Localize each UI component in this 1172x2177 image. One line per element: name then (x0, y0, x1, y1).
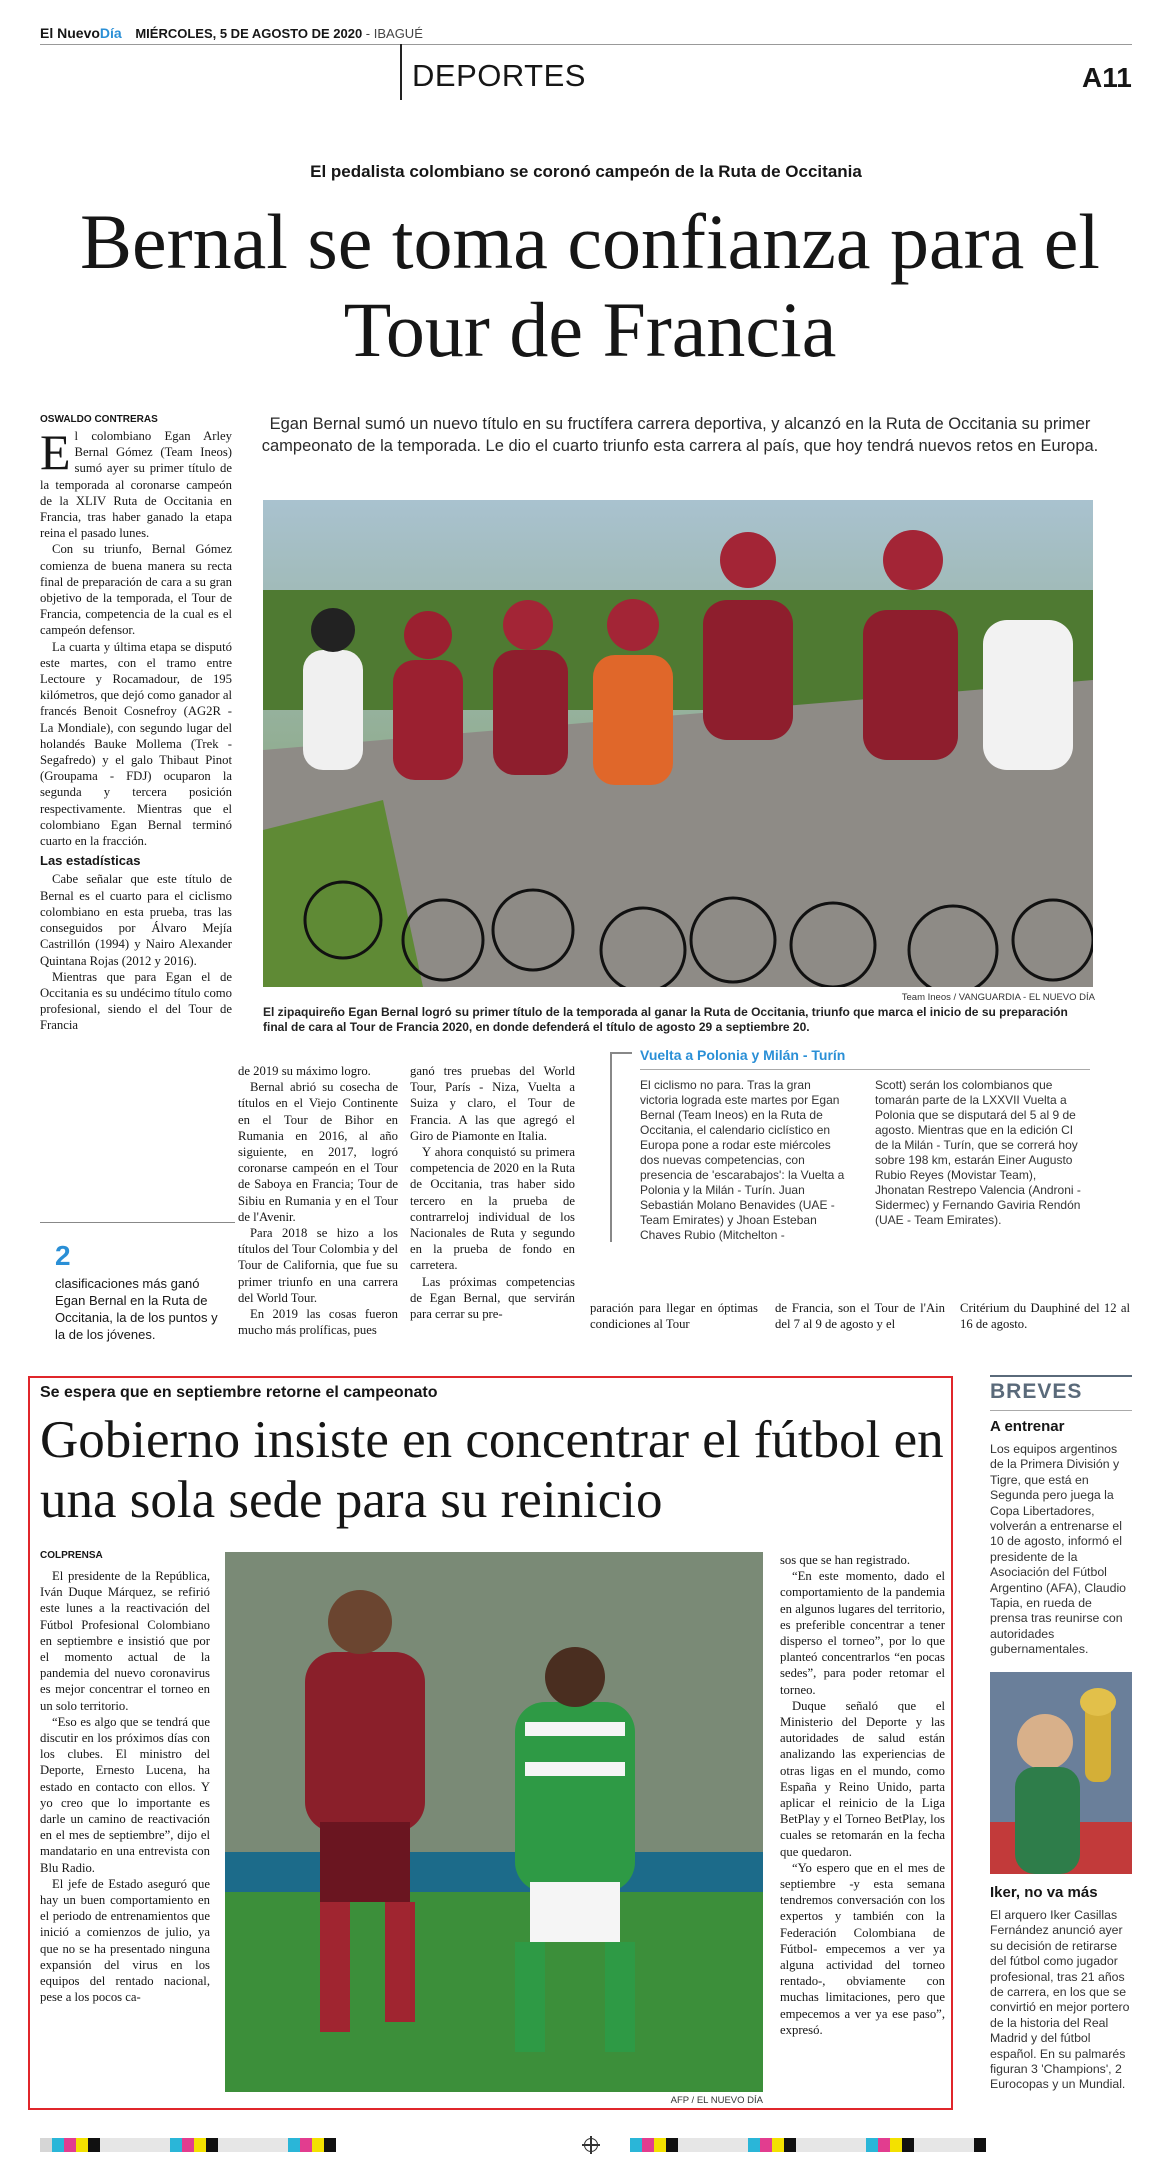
main-column-1: E l colombiano Egan Arley Bernal Gómez (Team Ineos) sumó ayer su primer título de la temporada al coronarse campeón de la XLIV Ruta de Occitania en Francia, tras haber ganado la etapa reina el pasado lunes. Con su triunfo, Bernal Gómez comienza de buena manera su recta final de preparación de cara a su gran objetivo de la temporada, el Tour de Francia, competencia de la cual es el campeón defensor. La cuarta y última etapa se disputó este martes, con el tramo entre Lectoure y Rocamadour, de 195 kilómetros, que dejó como ganador al francés Benoit Cosnefroy (AG2R - La Mondiale), con segundo lugar del holandés Bauke Mollema (Trek - Segafredo) y el galo Thibaut Pinot (Groupama - FDJ) ocuparon la segunda y tercera posición respectivamente. Mientras que el colombiano Egan Bernal terminó cuarto en la fracción. Las estadísticas Cabe señalar que este título de Bernal es el cuarto para el ciclismo colombiano en esta prueba, tras las conseguidos por Álvaro Mejía Castrillón (1994) y Nairo Alexander Quintana Rojas (2012 y 2016). Mientras que para Egan el de Occitania es su undécimo título como profesional, siendo el del Tour de Francia (40, 424, 232, 1033)
breves-rule (990, 1410, 1132, 1411)
football-column-2: sos que se han registrado. “En este momento, dado el comportamiento de la pandemia en algunos lugares del territorio, es preferible concentrar a tener disperso el torneo”, por lo que planteó concentrarlos “en pocas sedes”, para poder retomar el torneo. Duque señaló que el Ministerio del Deporte y las autoridades de salud están analizando las experiencias de otras ligas en el mundo, como España y Reino Unido, parta aplicar el reinicio de la Liga BetPlay y el Torneo BetPlay, los cuales se retomarán en la fecha que quedaron. “Yo espero que en el mes de septiembre -y esta semana tendremos conversación con los expertos y también con la Federación Colombiana de Fútbol- empecemos a ver ya alguna actividad del torneo rentado-, obviamente con muchas limitaciones, pero que empecemos a ver ya ese paso”, expresó. (780, 1553, 945, 2037)
dropcap: E (40, 424, 71, 480)
section-divider (400, 44, 402, 100)
section-title: DEPORTES (412, 58, 586, 93)
casillas-photo (990, 1672, 1132, 1874)
breves-item1-text: Los equipos argentinos de la Primera División y Tigre, que está en Segunda pero juega la Copa Libertadores, volverán a entrenarse el 10 de agosto, informó el presidente de la Asociación del Fútbol Argentino (AFA), Claudio Tapia, en rueda de prensa tras reunirse con autoridades gubernamentales. (990, 1442, 1127, 1657)
main-kicker: El pedalista colombiano se coronó campeón de la Ruta de Occitania (310, 162, 862, 181)
photo-credit: Team Ineos / VANGUARDIA - EL NUEVO DÍA (901, 992, 1095, 1003)
main-byline: OSWALDO CONTRERAS (40, 414, 158, 425)
fact-number: 2 (55, 1240, 71, 1271)
header-rule (40, 44, 1132, 45)
main-column-6: Critérium du Dauphiné del 12 al 16 de agosto. (960, 1301, 1130, 1332)
page-number: A11 (1082, 62, 1132, 93)
photo-caption: El zipaquireño Egan Bernal logró su primer título de la temporada al ganar la Ruta de Occitania, triunfo que marca el inicio de su preparación final de cara al Tour de Francia 2020, en donde defenderá el título de agosto 29 a septiembre 20. (263, 1005, 1068, 1034)
main-headline: Bernal se toma confianza para el Tour de Francia (80, 198, 1100, 373)
box-title-rule (640, 1069, 1090, 1070)
breves-item1-title: A entrenar (990, 1418, 1065, 1435)
edition-date: MIÉRCOLES, 5 DE AGOSTO DE 2020 (135, 26, 363, 41)
main-column-4: paración para llegar en óptimas condiciones al Tour (590, 1301, 758, 1332)
color-bar-left (40, 2138, 336, 2152)
main-column-5: de Francia, son el Tour de l'Ain del 7 al 9 de agosto y el (775, 1301, 945, 1332)
football-kicker: Se espera que en septiembre retorne el campeonato (40, 1384, 438, 1401)
football-photo (225, 1552, 763, 2092)
breves-title: BREVES (990, 1380, 1083, 1403)
main-column-2: de 2019 su máximo logro. Bernal abrió su cosecha de títulos en el Viejo Continente en el Tour de Bihor en Rumania en 2016, al año siguiente, en 2017, logró coronarse campeón en el Tour de Saboya en Francia; Tour de Sibiu en Rumania y en el Tour de l'Avenir. Para 2018 se hizo a los títulos del Tour Colombia y del Tour de California, que fue su primer triunfo en una carrera del World Tour. En 2019 las cosas fueron mucho más prolíficas, pues (238, 1064, 398, 1338)
football-players-illustration (225, 1552, 763, 2092)
main-lead: Egan Bernal sumó un nuevo título en su fructífera carrera deportiva, y alcanzó en la Ruta de Occitania su primer campeonato de la temporada. Le dio el cuarto triunfo esta carrera al país, que hoy tendrá nuevos retos en Europa. (261, 415, 1099, 455)
football-headline: Gobierno insiste en concentrar el fútbol en una sola sede para su reinicio (40, 1411, 944, 1529)
trophy-illustration (990, 1672, 1132, 1874)
cycling-photo (263, 500, 1093, 987)
main-column-3: ganó tres pruebas del World Tour, París - Niza, Vuelta a Suiza y claro, el Tour de Francia. A las que agregó el Giro de Piamonte en Italia. Y ahora conquistó su primera competencia de 2020 en la Ruta de Occitania, tras haber sido tercero en la prueba de contrarreloj individual de los Nacionales de Ruta y segundo en la prueba de fondo en carretera. Las próximas competencias de Egan Bernal, que servirán para cerrar su pre- (410, 1064, 575, 1322)
color-bar-right (630, 2138, 986, 2152)
related-box-col1: El ciclismo no para. Tras la gran victoria lograda este martes por Egan Bernal (Team Ineos) en la Ruta de Occitania, el calendario ciclístico en Europa pone a rodar este miércoles dos nuevas competencias, con presencia de 'escarabajos': la Vuelta a Polonia y la Milán - Turín. Juan Sebastián Molano Benavides (UAE - Team Emirates) y Jhoan Esteban Chaves Rubio (Mitchelton - (640, 1078, 845, 1242)
newspaper-logo: El NuevoDía (40, 25, 122, 41)
breves-item2-title: Iker, no va más (990, 1884, 1098, 1901)
registration-mark-icon (584, 2138, 598, 2152)
related-box-title: Vuelta a Polonia y Milán - Turín (640, 1047, 846, 1063)
football-byline: COLPRENSA (40, 1550, 103, 1561)
fact-rule (40, 1222, 235, 1223)
fact-text: clasificaciones más ganó Egan Bernal en la Ruta de Occitania, la de los puntos y la de los jóvenes. (55, 1276, 218, 1342)
box-corner-rule (610, 1052, 632, 1054)
edition-city: - IBAGUÉ (365, 26, 423, 41)
breves-item2-text: El arquero Iker Casillas Fernández anunció ayer su decisión de retirarse del fútbol como jugador profesional, tras 21 años de carrera, en los que se convirtió en mejor portero de la historia del Real Madrid y del fútbol español. En su palmarés figuran 3 'Champions', 2 Eurocopas y un Mundial. (990, 1908, 1130, 2092)
football-column-1: El presidente de la República, Iván Duque Márquez, se refirió este lunes a la reactivación del Fútbol Profesional Colombiano en septiembre e insistió que por el momento actual de la pandemia del nuevo coronavirus es mejor concentrar el torneo en un solo territorio. “Eso es algo que se tendrá que discutir en los próximos días con los clubes. El ministro del Deporte, Ernesto Lucena, ha estado en contacto con ellos. Y yo creo que lo importante es darle un camino de reactivación en el mes de septiembre”, dijo el mandatario en una entrevista con Blu Radio. El jefe de Estado aseguró que hay un buen comportamiento en el periodo de entrenamientos que inició a comienzos de julio, ya que no se ha presentado ninguna expansión del virus en los equipos del rentado nacional, pese a los pocos ca- (40, 1569, 210, 2005)
breves-top-rule (990, 1375, 1132, 1377)
box-vertical-rule (610, 1052, 612, 1242)
football-photo-credit: AFP / EL NUEVO DÍA (670, 2095, 763, 2106)
subhead-estadisticas: Las estadísticas (40, 853, 141, 869)
cyclists-illustration (263, 500, 1093, 987)
masthead-line (40, 25, 423, 41)
related-box-col2: Scott) serán los colombianos que tomarán parte de la LXXVII Vuelta a Polonia que se disputará del 5 al 9 de agosto. Mientras que en la edición CI de la Milán - Turín, que se correrá hoy sobre 198 km, estarán Einer Augusto Rubio Reyes (Movistar Team), Jhonatan Restrepo Valencia (Androni - Sidermec) y Fernando Gaviria Rendón (UAE - Team Emirates). (875, 1078, 1081, 1227)
